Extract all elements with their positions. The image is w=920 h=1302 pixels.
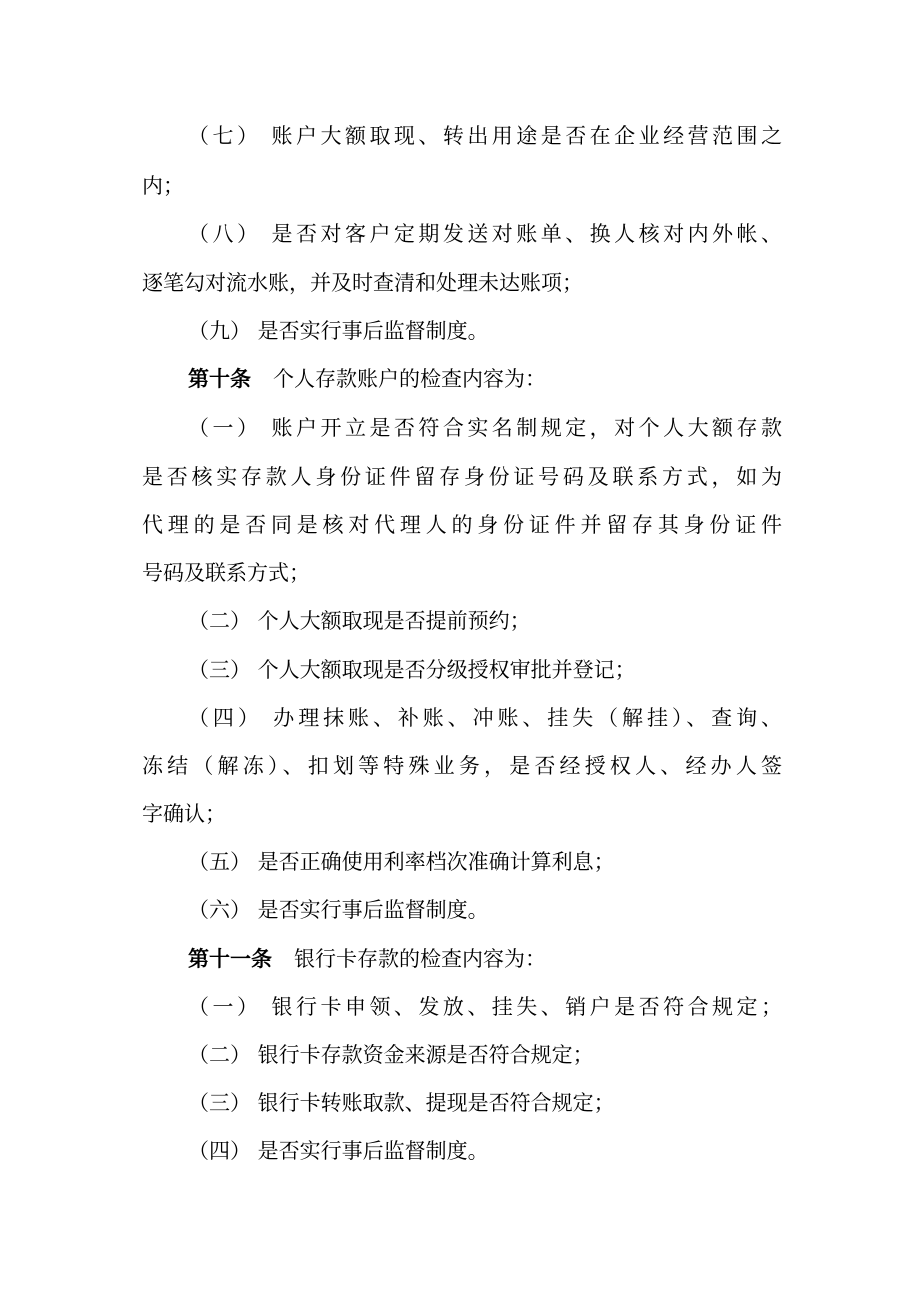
article-10-heading-line xyxy=(188,364,782,394)
article-11-heading: 第十一条 xyxy=(188,946,272,971)
clause-8-line-2: 逐笔勾对流水账，并及时查清和处理未达账项； xyxy=(142,271,583,295)
a10-clause-1-line-2: 是否核实存款人身份证件留存身份证号码及联系方式，如为 xyxy=(142,465,782,489)
a11-clause-3-line: （三） 银行卡转账取款、提现是否符合规定； xyxy=(188,1091,615,1115)
article-10-heading: 第十条 xyxy=(188,366,251,391)
a10-clause-2-line: （二） 个人大额取现是否提前预约； xyxy=(188,609,531,633)
clause-9-line-1: （九） 是否实行事后监督制度。 xyxy=(188,319,489,343)
a11-clause-2-line: （二） 银行卡存款资金来源是否符合规定； xyxy=(188,1043,594,1067)
a10-clause-6-line: （六） 是否实行事后监督制度。 xyxy=(188,898,489,922)
a10-clause-4-line-3: 字确认； xyxy=(142,802,226,826)
article-10-text: 个人存款账户的检查内容为： xyxy=(273,367,546,391)
a10-clause-5-line: （五） 是否正确使用利率档次准确计算利息； xyxy=(188,850,615,874)
clause-8-line-1: （八） 是否对客户定期发送对账单、换人核对内外帐、 xyxy=(188,222,782,246)
clause-7-line-1: （七） 账户大额取现、转出用途是否在企业经营范围之 xyxy=(188,124,782,148)
a11-clause-4-line: （四） 是否实行事后监督制度。 xyxy=(188,1139,489,1163)
a10-clause-1-line-1: （一） 账户开立是否符合实名制规定，对个人大额存款 xyxy=(188,416,782,440)
clause-7-line-2: 内； xyxy=(142,174,184,198)
article-11-heading-line xyxy=(188,944,782,974)
a10-clause-4-line-2: 冻结（解冻）、扣划等特殊业务，是否经授权人、经办人签 xyxy=(142,754,782,778)
a10-clause-1-line-4: 号码及联系方式； xyxy=(142,561,310,585)
a10-clause-3-line: （三） 个人大额取现是否分级授权审批并登记； xyxy=(188,658,636,682)
a11-clause-1-line: （一） 银行卡申领、发放、挂失、销户是否符合规定； xyxy=(188,995,782,1019)
a10-clause-1-line-3: 代理的是否同是核对代理人的身份证件并留存其身份证件 xyxy=(142,513,782,537)
a10-clause-4-line-1: （四） 办理抹账、补账、冲账、挂失（解挂）、查询、 xyxy=(188,706,782,730)
article-11-text: 银行卡存款的检查内容为： xyxy=(294,947,546,971)
